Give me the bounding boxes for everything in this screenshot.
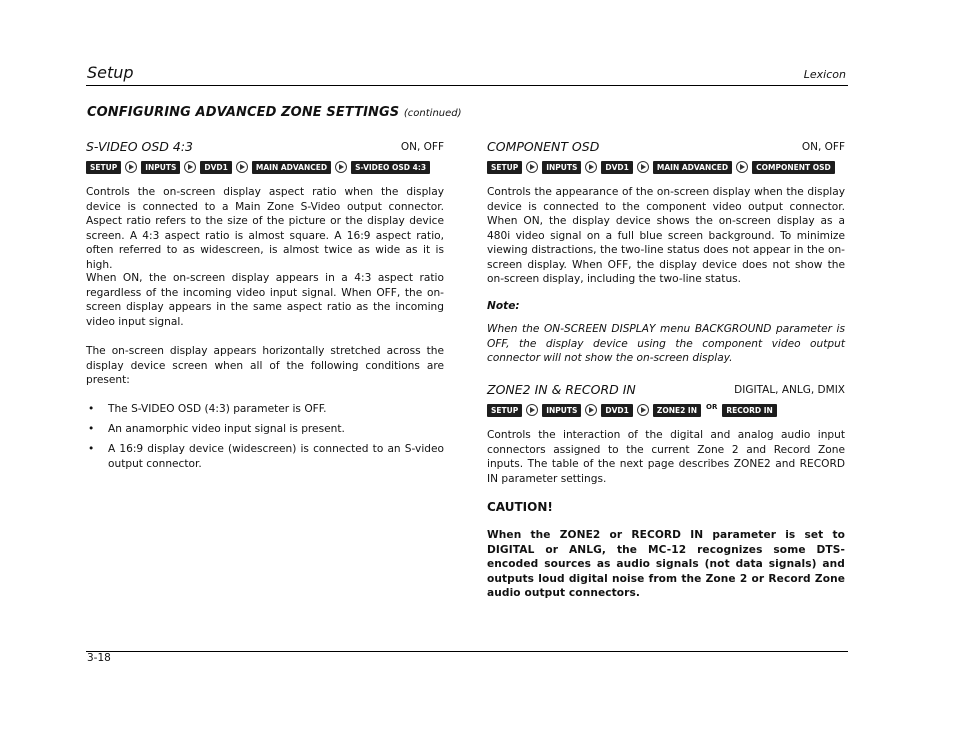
- crumb-svideo-osd: S-VIDEO OSD 4:3: [351, 161, 430, 174]
- page-number: 3-18: [87, 652, 111, 664]
- crumb-dvd1: DVD1: [200, 161, 231, 174]
- arrow-icon: [184, 161, 196, 173]
- section-continued: (continued): [403, 108, 462, 119]
- crumb-main-advanced: MAIN ADVANCED: [252, 161, 331, 174]
- arrow-icon: [637, 161, 649, 173]
- crumb-record-in: RECORD IN: [722, 404, 776, 417]
- svideo-conditions-list: [86, 402, 444, 477]
- svideo-paragraph-2: When ON, the on-screen display appears in a 4:3 aspect ratio regardless of the incoming video input signal. When OFF, the on-screen display appears in the same aspect ratio as the incoming video input signal.: [86, 272, 444, 328]
- header-title: Setup: [87, 63, 134, 82]
- arrow-icon: [526, 404, 538, 416]
- crumb-dvd1: DVD1: [601, 404, 632, 417]
- svideo-paragraph-3: The on-screen display appears horizontally stretched across the display device screen when all of the following conditions are present:: [86, 345, 444, 386]
- arrow-icon: [335, 161, 347, 173]
- component-menu-path: [487, 160, 835, 174]
- right-column: [487, 0, 845, 738]
- left-column: [86, 0, 444, 738]
- or-label: OR: [706, 403, 718, 411]
- arrow-icon: [526, 161, 538, 173]
- crumb-inputs: INPUTS: [141, 161, 180, 174]
- component-heading: [487, 139, 845, 157]
- crumb-main-advanced: MAIN ADVANCED: [653, 161, 732, 174]
- note-text: When the ON-SCREEN DISPLAY menu BACKGROUND parameter is OFF, the display device using the component video output connector will not show the on-screen display.: [487, 323, 845, 364]
- section-title-text: CONFIGURING ADVANCED ZONE SETTINGS: [87, 105, 400, 120]
- list-item: • The S-VIDEO OSD (4:3) parameter is OFF.: [86, 402, 444, 417]
- crumb-setup: SETUP: [487, 404, 522, 417]
- zone2-heading: [487, 382, 845, 400]
- component-name: COMPONENT OSD: [487, 139, 600, 154]
- svideo-paragraph-1: Controls the on-screen display aspect ratio when the display device is connected to a Main Zone S-Video output connector. Aspect ratio refers to the size of the picture or the display device screen. A 4:3 aspect ratio is almost square. A 16:9 aspect ratio, often referred to as widescreen, is almost twice as wide as it is high.: [86, 186, 444, 271]
- zone2-name: ZONE2 IN & RECORD IN: [487, 382, 636, 397]
- crumb-component-osd: COMPONENT OSD: [752, 161, 835, 174]
- svideo-options: ON, OFF: [400, 141, 444, 153]
- svideo-menu-path: [86, 160, 430, 174]
- header-brand: Lexicon: [803, 68, 846, 81]
- crumb-inputs: INPUTS: [542, 404, 581, 417]
- list-item: • An anamorphic video input signal is present.: [86, 422, 444, 437]
- arrow-icon: [236, 161, 248, 173]
- crumb-setup: SETUP: [86, 161, 121, 174]
- svideo-name: S-VIDEO OSD 4:3: [86, 139, 194, 154]
- caution-text: When the ZONE2 or RECORD IN parameter is set to DIGITAL or ANLG, the MC-12 recognizes some DTS-encoded sources as audio signals (not data signals) and outputs loud digital noise from the Zone 2 or Record Zone audio output connectors.: [487, 529, 845, 599]
- crumb-zone2-in: ZONE2 IN: [653, 404, 701, 417]
- zone2-menu-path: [487, 403, 777, 417]
- svideo-heading: [86, 139, 444, 157]
- component-options: ON, OFF: [801, 141, 845, 153]
- arrow-icon: [637, 404, 649, 416]
- crumb-dvd1: DVD1: [601, 161, 632, 174]
- list-item: • A 16:9 display device (widescreen) is connected to an S-video output connector.: [86, 442, 444, 471]
- crumb-setup: SETUP: [487, 161, 522, 174]
- arrow-icon: [585, 404, 597, 416]
- zone2-paragraph: Controls the interaction of the digital and analog audio input connectors assigned to the current Zone 2 and Record Zone inputs. The table of the next page describes ZONE2 and RECORD IN parameter settings.: [487, 429, 845, 485]
- component-paragraph: Controls the appearance of the on-screen display when the display device is connected to the component video output connector. When ON, the display device shows the on-screen display as a 480i video signal on a full blue screen background. To minimize viewing distractions, the two-line status does not appear in the on-screen display. When OFF, the display device does not show the on-screen display, including the two-line status.: [487, 186, 845, 285]
- zone2-options: DIGITAL, ANLG, DMIX: [734, 384, 845, 396]
- arrow-icon: [585, 161, 597, 173]
- note-label: Note:: [487, 300, 520, 312]
- footer-rule: [86, 651, 848, 652]
- caution-title: CAUTION!: [487, 500, 553, 514]
- arrow-icon: [736, 161, 748, 173]
- crumb-inputs: INPUTS: [542, 161, 581, 174]
- arrow-icon: [125, 161, 137, 173]
